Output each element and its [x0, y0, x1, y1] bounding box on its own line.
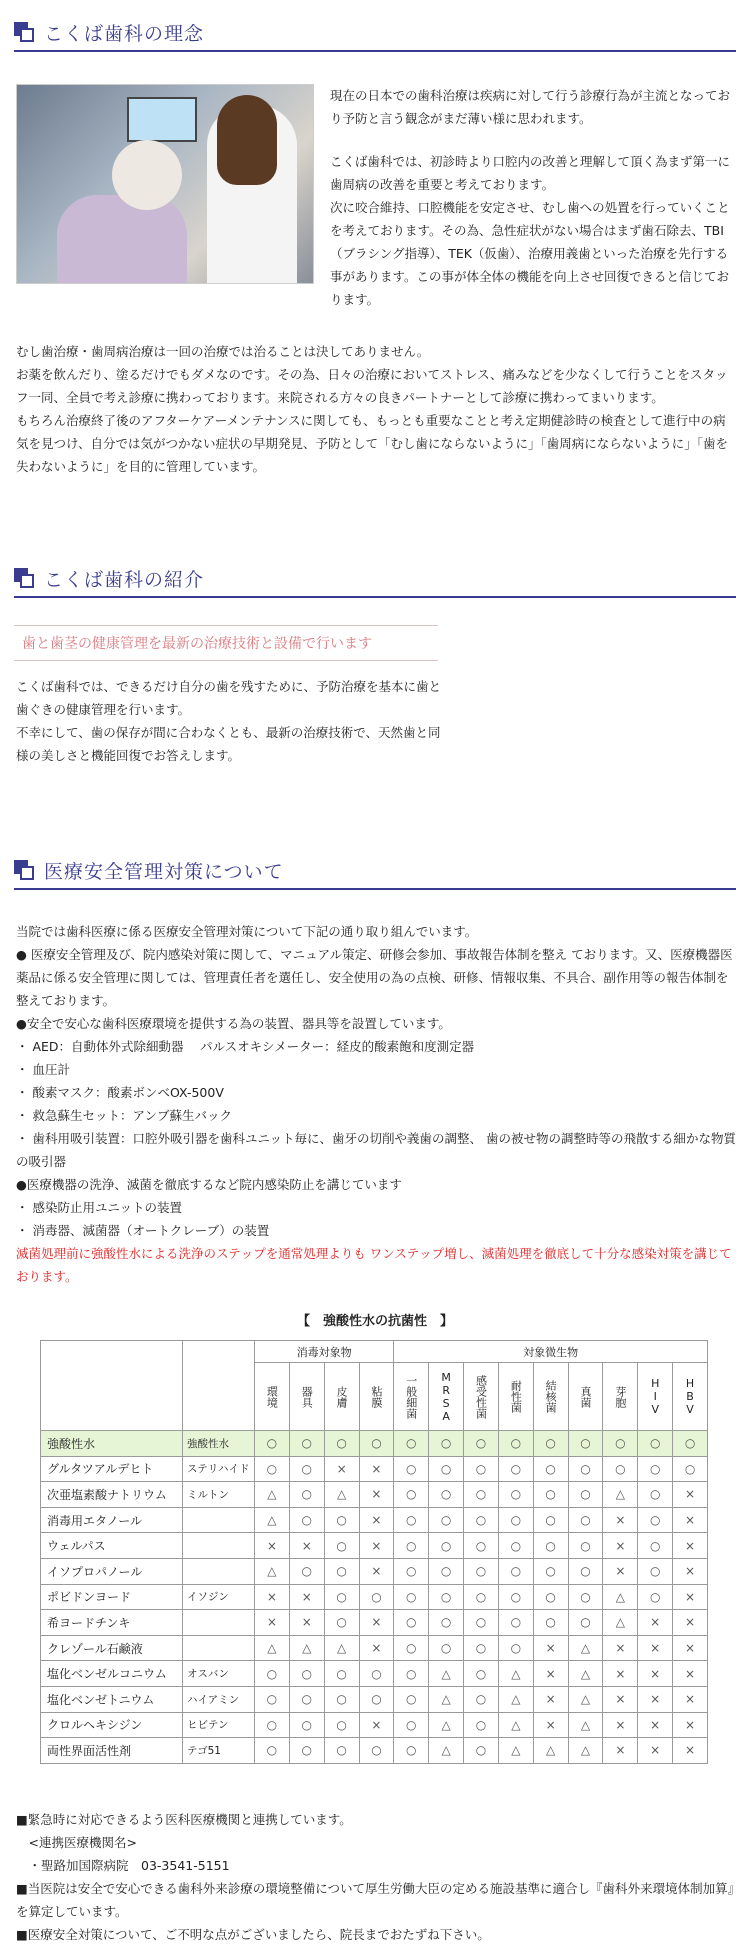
effect-cell: ○: [289, 1738, 324, 1764]
effect-cell: ○: [638, 1482, 673, 1508]
table-row: [41, 1738, 708, 1764]
effect-cell: ○: [464, 1482, 499, 1508]
effect-cell: ○: [673, 1456, 708, 1482]
effect-cell: ○: [289, 1686, 324, 1712]
antibacterial-table: [40, 1340, 708, 1764]
effect-cell: △: [324, 1635, 359, 1661]
safety-line: ・ 消毒器、滅菌器（オートクレーブ）の装置: [16, 1223, 270, 1238]
effect-cell: ×: [533, 1635, 568, 1661]
effect-cell: ○: [324, 1431, 359, 1457]
effect-cell: ×: [673, 1661, 708, 1687]
table-row: [41, 1507, 708, 1533]
effect-cell: △: [568, 1661, 603, 1687]
effect-cell: △: [498, 1738, 533, 1764]
table-row: [41, 1558, 708, 1584]
effect-cell: ○: [255, 1738, 290, 1764]
column-header: 環境: [255, 1363, 290, 1431]
effect-cell: ×: [359, 1456, 394, 1482]
effect-cell: ×: [603, 1738, 638, 1764]
effect-cell: ○: [498, 1482, 533, 1508]
effect-cell: ×: [533, 1686, 568, 1712]
agent-name: 消毒用エタノール: [41, 1507, 183, 1533]
philosophy-body: [16, 340, 736, 478]
footer-line: ■医療安全対策について、ご不明な点がございましたら、院長までおたずね下さい。: [16, 1927, 490, 1942]
effect-cell: ×: [533, 1712, 568, 1738]
effect-cell: ○: [255, 1431, 290, 1457]
effect-cell: ○: [324, 1610, 359, 1636]
effect-cell: ×: [638, 1686, 673, 1712]
effect-cell: ○: [394, 1482, 429, 1508]
agent-name: 塩化ベンゼトニウム: [41, 1686, 183, 1712]
table-row: [41, 1712, 708, 1738]
effect-cell: ○: [638, 1584, 673, 1610]
effect-cell: ○: [464, 1738, 499, 1764]
agent-name: クレゾール石鹸液: [41, 1635, 183, 1661]
effect-cell: ○: [568, 1610, 603, 1636]
footer-line: <連携医療機関名>: [16, 1835, 137, 1850]
safety-body: [16, 920, 736, 1288]
effect-cell: ○: [533, 1482, 568, 1508]
effect-cell: ○: [638, 1507, 673, 1533]
square-bullet-icon: [14, 22, 34, 42]
column-header: 器具: [289, 1363, 324, 1431]
effect-cell: ○: [533, 1533, 568, 1559]
effect-cell: ○: [394, 1431, 429, 1457]
effect-cell: ×: [359, 1558, 394, 1584]
brand-name: [183, 1635, 255, 1661]
section-title: こくば歯科の理念: [44, 22, 205, 45]
footer-line: ■当医院は安全で安心できる歯科外来診療の環境整備について厚生労働大臣の定める施設基準に適合し『歯科外来環境体制加算』を算定しています。: [16, 1881, 734, 1919]
effect-cell: △: [498, 1712, 533, 1738]
paragraph: 不幸にして、歯の保存が間に合わなくとも、最新の治療技術で、天然歯と同様の美しさと機能回復でお答えします。: [16, 725, 441, 763]
paragraph: もちろん治療終了後のアフターケアーメンテナンスに関しても、もっとも重要なことと考え定期健診時の検査として進行中の病気を見つけ、自分では気がつかない症状の早期発見、予防として「むし歯にならないように」「歯周病にならないように」「歯を失わないように」を目的に管理しています。: [16, 413, 729, 474]
effect-cell: ○: [324, 1533, 359, 1559]
effect-cell: ○: [638, 1456, 673, 1482]
header-blank: [183, 1341, 255, 1431]
effect-cell: ×: [638, 1661, 673, 1687]
effect-cell: △: [603, 1482, 638, 1508]
effect-cell: ○: [498, 1431, 533, 1457]
effect-cell: ×: [359, 1712, 394, 1738]
effect-cell: ×: [603, 1533, 638, 1559]
effect-cell: ×: [359, 1533, 394, 1559]
effect-cell: ×: [289, 1584, 324, 1610]
table-row: [41, 1482, 708, 1508]
section-title: こくば歯科の紹介: [44, 568, 205, 591]
effect-cell: ○: [464, 1610, 499, 1636]
effect-cell: ×: [673, 1507, 708, 1533]
effect-cell: ○: [498, 1558, 533, 1584]
effect-cell: △: [429, 1686, 464, 1712]
effect-cell: ×: [673, 1686, 708, 1712]
intro-body: [16, 675, 446, 767]
agent-name: イソプロパノール: [41, 1558, 183, 1584]
effect-cell: ×: [359, 1482, 394, 1508]
effect-cell: ○: [464, 1456, 499, 1482]
agent-name: 両性界面活性剤: [41, 1738, 183, 1764]
effect-cell: ○: [429, 1533, 464, 1559]
safety-line: ・ 酸素マスク：酸素ボンベOX-500V: [16, 1085, 224, 1100]
effect-cell: ×: [673, 1635, 708, 1661]
effect-cell: ○: [464, 1558, 499, 1584]
effect-cell: ○: [289, 1507, 324, 1533]
table-row: [41, 1610, 708, 1636]
effect-cell: △: [429, 1738, 464, 1764]
effect-cell: ×: [603, 1712, 638, 1738]
effect-cell: ○: [464, 1712, 499, 1738]
effect-cell: ○: [638, 1431, 673, 1457]
effect-cell: ○: [359, 1738, 394, 1764]
footer-line: ・聖路加国際病院 03-3541-5151: [16, 1858, 230, 1873]
column-header: MRSA: [429, 1363, 464, 1431]
square-bullet-icon: [14, 860, 34, 880]
effect-cell: △: [429, 1712, 464, 1738]
effect-cell: ○: [359, 1686, 394, 1712]
effect-cell: ○: [255, 1686, 290, 1712]
section-title: 医療安全管理対策について: [44, 860, 284, 883]
effect-cell: ○: [568, 1584, 603, 1610]
effect-cell: ○: [603, 1456, 638, 1482]
effect-cell: ○: [464, 1661, 499, 1687]
effect-cell: △: [533, 1738, 568, 1764]
effect-cell: ○: [533, 1456, 568, 1482]
column-header: 一般細菌: [394, 1363, 429, 1431]
safety-line: ・ 歯科用吸引装置：口腔外吸引器を歯科ユニット毎に、歯牙の切削や義歯の調整、 歯の被せ物の調整時等の飛散する細かな物質の吸引器: [16, 1131, 736, 1169]
effect-cell: ○: [324, 1686, 359, 1712]
effect-cell: △: [255, 1558, 290, 1584]
sterilization-note: 滅菌処理前に強酸性水による洗浄のステップを通常処理よりも ワンステップ増し、滅菌処理を徹底して十分な感染対策を講じております。: [16, 1246, 732, 1284]
paragraph: こくば歯科では、初診時より口腔内の改善と理解して頂く為まず第一に歯周病の改善を重要と考えております。: [330, 154, 731, 192]
effect-cell: ○: [603, 1431, 638, 1457]
footer-notes: [16, 1808, 736, 1946]
effect-cell: △: [568, 1712, 603, 1738]
paragraph: こくば歯科では、できるだけ自分の歯を残すために、予防治療を基本に歯と歯ぐきの健康管理を行います。: [16, 679, 442, 717]
effect-cell: ○: [429, 1635, 464, 1661]
effect-cell: ○: [359, 1584, 394, 1610]
agent-name: ウェルパス: [41, 1533, 183, 1559]
effect-cell: ○: [568, 1533, 603, 1559]
effect-cell: ×: [673, 1610, 708, 1636]
effect-cell: ○: [324, 1584, 359, 1610]
effect-cell: ×: [255, 1584, 290, 1610]
effect-cell: ○: [394, 1686, 429, 1712]
group-header-objects: 消毒対象物: [255, 1341, 394, 1363]
effect-cell: ○: [498, 1533, 533, 1559]
safety-line: ・ 救急蘇生セット：アンブ蘇生バック: [16, 1108, 232, 1123]
effect-cell: ○: [638, 1558, 673, 1584]
effect-cell: ○: [289, 1456, 324, 1482]
group-header-microbes: 対象微生物: [394, 1341, 708, 1363]
effect-cell: ×: [638, 1635, 673, 1661]
effect-cell: △: [603, 1584, 638, 1610]
brand-name: [183, 1507, 255, 1533]
effect-cell: ○: [255, 1456, 290, 1482]
brand-name: テゴ51: [183, 1738, 255, 1764]
header-blank: [41, 1341, 183, 1431]
effect-cell: ○: [533, 1558, 568, 1584]
table-row: [41, 1456, 708, 1482]
effect-cell: △: [568, 1738, 603, 1764]
effect-cell: ×: [673, 1533, 708, 1559]
effect-cell: ○: [638, 1533, 673, 1559]
table-row: [41, 1661, 708, 1687]
effect-cell: ○: [568, 1507, 603, 1533]
effect-cell: ×: [289, 1610, 324, 1636]
agent-name: クロルヘキシジン: [41, 1712, 183, 1738]
effect-cell: △: [255, 1507, 290, 1533]
effect-cell: ○: [394, 1738, 429, 1764]
safety-line: ●医療機器の洗浄、滅菌を徹底するなど院内感染防止を講じています: [16, 1177, 402, 1192]
effect-cell: ○: [255, 1712, 290, 1738]
column-header: 皮膚: [324, 1363, 359, 1431]
agent-name: 次亜塩素酸ナトリウム: [41, 1482, 183, 1508]
effect-cell: ○: [394, 1533, 429, 1559]
section-heading-safety: [14, 852, 736, 890]
effect-cell: ○: [289, 1661, 324, 1687]
effect-cell: ○: [394, 1584, 429, 1610]
effect-cell: △: [498, 1661, 533, 1687]
effect-cell: ×: [673, 1712, 708, 1738]
column-header: HIV: [638, 1363, 673, 1431]
effect-cell: ○: [673, 1431, 708, 1457]
brand-name: イソジン: [183, 1584, 255, 1610]
safety-line: ・ AED：自動体外式除細動器 パルスオキシメーター：経皮的酸素飽和度測定器: [16, 1039, 475, 1054]
intro-subheading: 歯と歯茎の健康管理を最新の治療技術と設備で行います: [14, 625, 438, 661]
column-header: 結核菌: [533, 1363, 568, 1431]
effect-cell: ○: [429, 1584, 464, 1610]
effect-cell: ○: [289, 1558, 324, 1584]
effect-cell: △: [498, 1686, 533, 1712]
brand-name: オスバン: [183, 1661, 255, 1687]
column-header: 真菌: [568, 1363, 603, 1431]
effect-cell: ×: [533, 1661, 568, 1687]
column-header: 耐性菌: [498, 1363, 533, 1431]
effect-cell: ○: [464, 1584, 499, 1610]
effect-cell: ×: [603, 1558, 638, 1584]
effect-cell: ○: [498, 1456, 533, 1482]
effect-cell: ○: [394, 1507, 429, 1533]
brand-name: ヒビテン: [183, 1712, 255, 1738]
paragraph: 現在の日本での歯科治療は疾病に対して行う診療行為が主流となっており予防と言う観念がまだ薄い様に思われます。: [330, 88, 731, 126]
effect-cell: △: [255, 1635, 290, 1661]
effect-cell: ○: [464, 1431, 499, 1457]
footer-line: ■緊急時に対応できるよう医科医療機関と連携しています。: [16, 1812, 352, 1827]
effect-cell: ×: [324, 1456, 359, 1482]
column-header: 粘膜: [359, 1363, 394, 1431]
effect-cell: ○: [289, 1712, 324, 1738]
agent-name: 希ヨードチンキ: [41, 1610, 183, 1636]
effect-cell: ×: [289, 1533, 324, 1559]
effect-cell: ○: [533, 1610, 568, 1636]
effect-cell: ○: [568, 1431, 603, 1457]
philosophy-intro: [330, 84, 736, 311]
effect-cell: ×: [673, 1482, 708, 1508]
effect-cell: ○: [568, 1456, 603, 1482]
square-bullet-icon: [14, 568, 34, 588]
brand-name: [183, 1533, 255, 1559]
brand-name: ミルトン: [183, 1482, 255, 1508]
effect-cell: ○: [359, 1431, 394, 1457]
effect-cell: ×: [603, 1507, 638, 1533]
effect-cell: ○: [568, 1482, 603, 1508]
safety-line: 当院では歯科医療に係る医療安全管理対策について下記の通り取り組んでいます。: [16, 924, 478, 939]
effect-cell: ○: [533, 1584, 568, 1610]
agent-name: 強酸性水: [41, 1431, 183, 1457]
agent-name: 塩化ベンゼルコニウム: [41, 1661, 183, 1687]
effect-cell: ○: [464, 1533, 499, 1559]
safety-line: ●安全で安心な歯科医療環境を提供する為の装置、器具等を設置しています。: [16, 1016, 451, 1031]
effect-cell: ○: [394, 1712, 429, 1738]
effect-cell: △: [255, 1482, 290, 1508]
effect-cell: ×: [638, 1610, 673, 1636]
effect-cell: △: [289, 1635, 324, 1661]
effect-cell: ×: [359, 1507, 394, 1533]
effect-cell: ×: [673, 1738, 708, 1764]
effect-cell: ○: [324, 1738, 359, 1764]
effect-cell: ×: [638, 1738, 673, 1764]
brand-name: [183, 1610, 255, 1636]
effect-cell: ○: [498, 1507, 533, 1533]
effect-cell: ○: [464, 1686, 499, 1712]
agent-name: ポビドンヨード: [41, 1584, 183, 1610]
effect-cell: ○: [394, 1635, 429, 1661]
effect-cell: ×: [673, 1584, 708, 1610]
effect-cell: ○: [429, 1431, 464, 1457]
column-header: 芽胞: [603, 1363, 638, 1431]
column-header: 感受性菌: [464, 1363, 499, 1431]
effect-cell: ○: [429, 1507, 464, 1533]
section-heading-philosophy: [14, 14, 736, 52]
table-title: 【 強酸性水の抗菌性 】: [296, 1314, 453, 1329]
effect-cell: ○: [394, 1456, 429, 1482]
effect-cell: ×: [359, 1610, 394, 1636]
effect-cell: ×: [603, 1686, 638, 1712]
effect-cell: ○: [429, 1482, 464, 1508]
brand-name: [183, 1558, 255, 1584]
effect-cell: ×: [603, 1635, 638, 1661]
safety-line: ● 医療安全管理及び、院内感染対策に関して、マニュアル策定、研修会参加、事故報告体制を整え ております。又、医療機器医薬品に係る安全管理に関しては、管理責任者を選任し、安全使用の為の点検、研修、情報収集、不具合、副作用等の報告体制を整えております。: [16, 947, 733, 1008]
effect-cell: ×: [638, 1712, 673, 1738]
effect-cell: ○: [464, 1507, 499, 1533]
effect-cell: ○: [533, 1507, 568, 1533]
effect-cell: △: [603, 1610, 638, 1636]
paragraph: むし歯治療・歯周病治療は一回の治療では治ることは決してありません。: [16, 344, 430, 359]
effect-cell: ○: [289, 1482, 324, 1508]
effect-cell: ○: [394, 1558, 429, 1584]
effect-cell: ×: [359, 1635, 394, 1661]
effect-cell: ×: [255, 1610, 290, 1636]
effect-cell: ○: [498, 1584, 533, 1610]
safety-line: ・ 感染防止用ユニットの装置: [16, 1200, 182, 1215]
column-header: HBV: [673, 1363, 708, 1431]
paragraph: 次に咬合維持、口腔機能を安定させ、むし歯への処置を行っていくことを考えております。その為、急性症状がない場合はまず歯石除去、TBI（ブラシング指導）、TEK（仮歯）、治療用義歯といった治療を先行する事があります。この事が体全体の機能を向上させ回復できると信じております。: [330, 200, 730, 307]
paragraph: お薬を飲んだり、塗るだけでもダメなのです。その為、日々の治療においてストレス、痛みなどを少なくして行うことをスタッフ一同、全員で考え診療に携わっております。来院される方々の良きパートナーとして診療に携わってまいります。: [16, 367, 728, 405]
effect-cell: ○: [289, 1431, 324, 1457]
table-row: [41, 1533, 708, 1559]
effect-cell: ○: [324, 1507, 359, 1533]
effect-cell: △: [568, 1686, 603, 1712]
effect-cell: ○: [324, 1712, 359, 1738]
effect-cell: ○: [429, 1610, 464, 1636]
effect-cell: ×: [603, 1661, 638, 1687]
brand-name: ハイアミン: [183, 1686, 255, 1712]
safety-line: ・ 血圧計: [16, 1062, 70, 1077]
effect-cell: ○: [464, 1635, 499, 1661]
effect-cell: ×: [255, 1533, 290, 1559]
effect-cell: △: [568, 1635, 603, 1661]
effect-cell: ○: [498, 1610, 533, 1636]
effect-cell: ○: [429, 1558, 464, 1584]
effect-cell: ○: [429, 1456, 464, 1482]
effect-cell: ○: [359, 1661, 394, 1687]
effect-cell: ○: [394, 1610, 429, 1636]
effect-cell: ○: [533, 1431, 568, 1457]
brand-name: 強酸性水: [183, 1431, 255, 1457]
effect-cell: ○: [324, 1661, 359, 1687]
effect-cell: △: [429, 1661, 464, 1687]
effect-cell: ○: [394, 1661, 429, 1687]
effect-cell: ×: [673, 1558, 708, 1584]
table-row: [41, 1584, 708, 1610]
agent-name: グルタツアルデヒト: [41, 1456, 183, 1482]
clinic-photo: [16, 84, 314, 284]
effect-cell: ○: [568, 1558, 603, 1584]
brand-name: ステリハイド: [183, 1456, 255, 1482]
effect-cell: ○: [324, 1558, 359, 1584]
table-body: [41, 1431, 708, 1764]
effect-cell: △: [324, 1482, 359, 1508]
effect-cell: ○: [498, 1635, 533, 1661]
table-row: [41, 1686, 708, 1712]
effect-cell: ○: [255, 1661, 290, 1687]
table-row: [41, 1431, 708, 1457]
table-row: [41, 1635, 708, 1661]
section-heading-introduction: [14, 560, 736, 598]
